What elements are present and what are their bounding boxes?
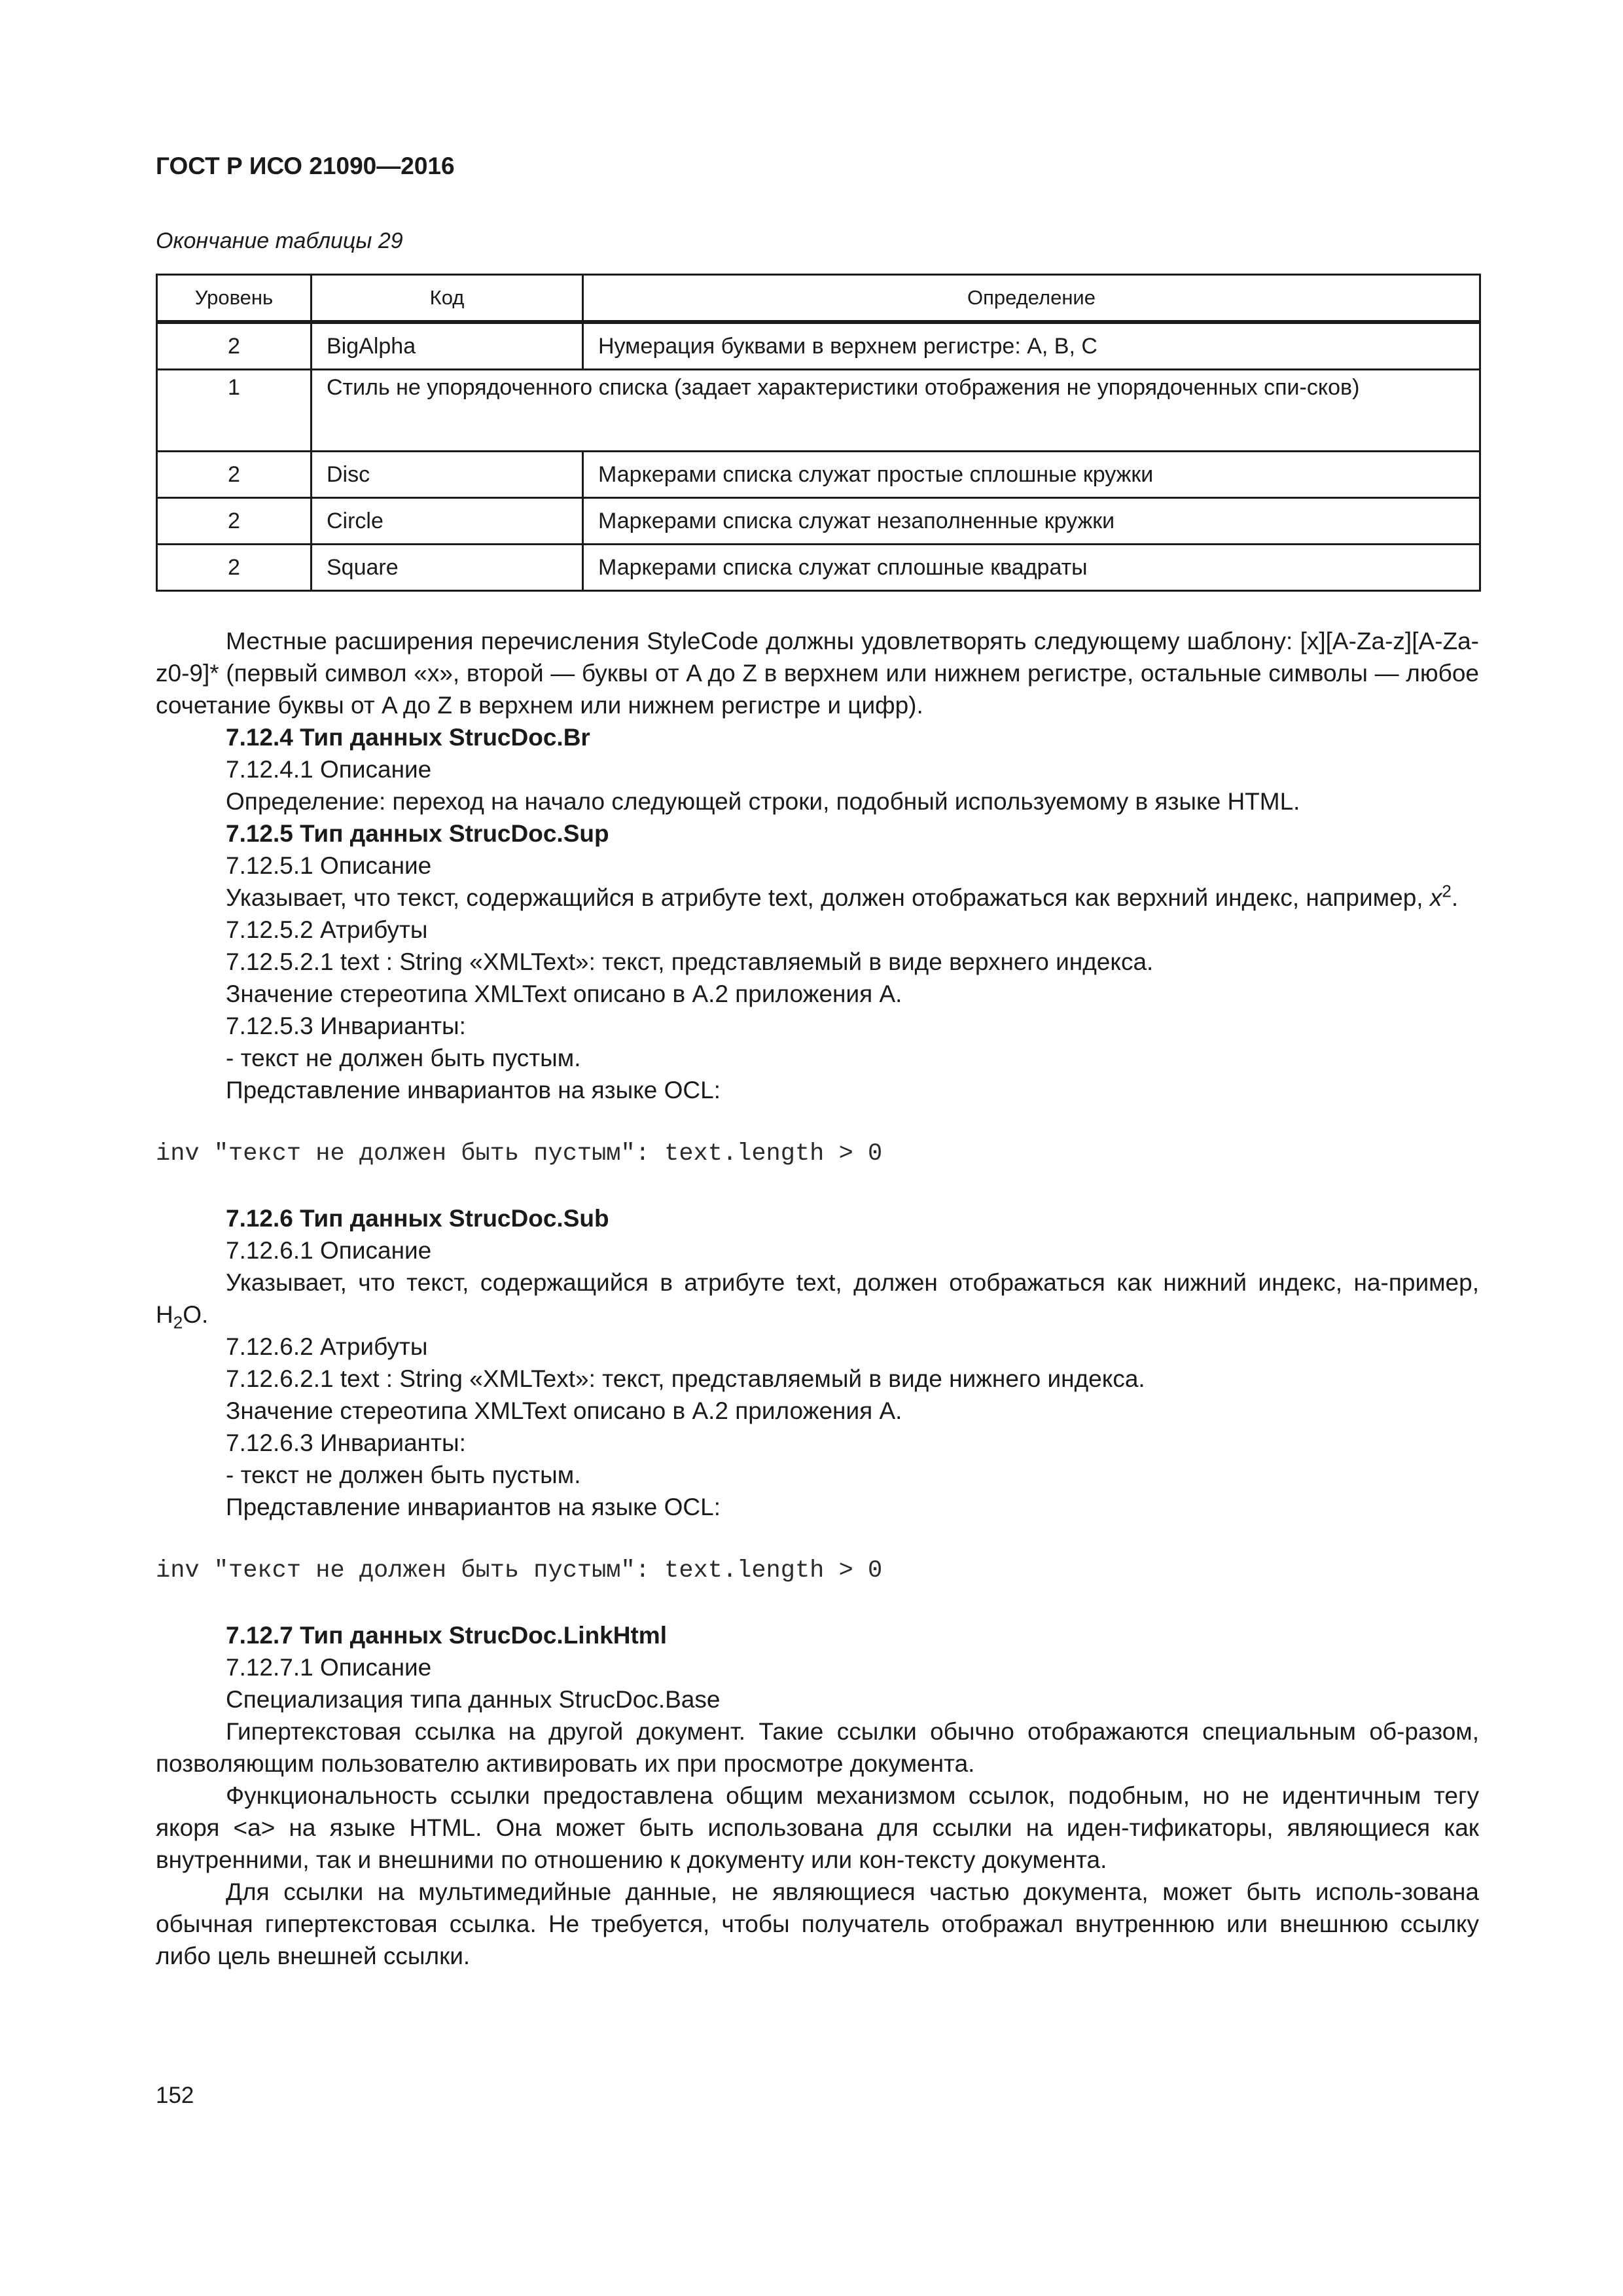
superscript: 2	[1442, 881, 1452, 901]
subsection-heading: 7.12.7.1 Описание	[226, 1654, 432, 1681]
sub-text: Указывает, что текст, содержащийся в атрибуте text, должен отображаться как нижний индекс, на-пример, H	[156, 1269, 1479, 1328]
section-heading-7-12-7: 7.12.7 Тип данных StrucDoc.LinkHtml	[226, 1622, 667, 1649]
section-heading-7-12-6: 7.12.6 Тип данных StrucDoc.Sub	[226, 1205, 609, 1232]
style-code-table	[156, 274, 1481, 592]
sub-text-end: O.	[183, 1301, 209, 1328]
paragraph-specialization: Специализация типа данных StrucDoc.Base	[226, 1686, 721, 1713]
paragraph-ocl-intro: Представление инвариантов на языке OCL:	[226, 1077, 721, 1103]
subsection-heading: 7.12.6.1 Описание	[226, 1237, 432, 1264]
attribute-definition: 7.12.6.2.1 text : String «XMLText»: текст, представляемый в виде нижнего индекса.	[226, 1365, 1145, 1392]
section-heading-7-12-5: 7.12.5 Тип данных StrucDoc.Sup	[226, 820, 609, 847]
table-row	[157, 545, 1480, 591]
table-row	[157, 452, 1480, 498]
attribute-definition: 7.12.5.2.1 text : String «XMLText»: текст, представляемый в виде верхнего индекса.	[226, 948, 1154, 975]
subsection-heading: 7.12.6.2 Атрибуты	[226, 1333, 428, 1360]
cell-merged-definition: Стиль не упорядоченного списка (задает характеристики отображения не упорядоченных спи-сков)	[312, 370, 1480, 452]
sup-text: Указывает, что текст, содержащийся в атрибуте text, должен отображаться как верхний индекс, например,	[226, 884, 1430, 911]
cell-level: 1	[157, 370, 312, 452]
table-caption: Окончание таблицы 29	[156, 228, 403, 253]
cell-definition: Нумерация буквами в верхнем регистре: A, B, C	[583, 322, 1480, 370]
ocl-code-line: inv "текст не должен быть пустым": text.length > 0	[156, 1140, 883, 1168]
paragraph-local-extensions: Местные расширения перечисления StyleCode должны удовлетворять следующему шаблону: [x][A-Za-z][A-Za-z0-9]* (первый символ «х», второй — буквы от A до Z в верхнем или нижнем регистре, остальные символы — любое сочетание буквы от A до Z в верхнем или нижнем регистре и цифр).	[156, 628, 1479, 719]
cell-level: 2	[157, 545, 312, 591]
document-body	[156, 625, 1479, 1972]
document-header: ГОСТ Р ИСО 21090—2016	[156, 152, 455, 179]
invariant-item: - текст не должен быть пустым.	[226, 1462, 581, 1488]
cell-level: 2	[157, 452, 312, 498]
paragraph-stereotype: Значение стереотипа XMLText описано в А.2 приложения А.	[226, 1397, 902, 1424]
subsection-heading: 7.12.5.3 Инварианты:	[226, 1013, 466, 1039]
table-row	[157, 498, 1480, 545]
sup-variable: x	[1429, 884, 1442, 911]
cell-definition: Маркерами списка служат сплошные квадраты	[583, 545, 1480, 591]
cell-code: Square	[312, 545, 583, 591]
cell-level: 2	[157, 322, 312, 370]
paragraph-sub-description	[156, 1266, 1479, 1331]
page-number: 152	[156, 2083, 194, 2108]
table-row	[157, 370, 1480, 452]
ocl-code-line: inv "текст не должен быть пустым": text.length > 0	[156, 1557, 883, 1585]
cell-code: Circle	[312, 498, 583, 545]
column-header-definition: Определение	[583, 275, 1480, 323]
cell-definition: Маркерами списка служат простые сплошные кружки	[583, 452, 1480, 498]
paragraph-stereotype: Значение стереотипа XMLText описано в А.2 приложения А.	[226, 980, 902, 1007]
invariant-item: - текст не должен быть пустым.	[226, 1045, 581, 1071]
paragraph-ocl-intro: Представление инвариантов на языке OCL:	[226, 1494, 721, 1520]
column-header-code: Код	[312, 275, 583, 323]
subsection-heading: 7.12.4.1 Описание	[226, 756, 432, 783]
paragraph-link-1: Гипертекстовая ссылка на другой документ. Такие ссылки обычно отображаются специальным об-разом, позволяющим пользователю активировать их при просмотре документа.	[156, 1718, 1479, 1777]
cell-definition: Маркерами списка служат незаполненные кружки	[583, 498, 1480, 545]
paragraph-link-3: Для ссылки на мультимедийные данные, не являющиеся частью документа, может быть исполь-зована обычная гипертекстовая ссылка. Не требуется, чтобы получатель отображал внутреннюю или внешнюю ссылку либо цель внешней ссылки.	[156, 1878, 1479, 1969]
subsection-heading: 7.12.5.2 Атрибуты	[226, 916, 428, 943]
section-heading-7-12-4: 7.12.4 Тип данных StrucDoc.Br	[226, 724, 590, 751]
subsection-heading: 7.12.6.3 Инварианты:	[226, 1429, 466, 1456]
column-header-level: Уровень	[157, 275, 312, 323]
table-header-row	[157, 275, 1480, 323]
sup-text-end: .	[1451, 884, 1459, 911]
cell-code: Disc	[312, 452, 583, 498]
cell-level: 2	[157, 498, 312, 545]
paragraph-link-2: Функциональность ссылки предоставлена общим механизмом ссылок, подобным, но не идентичным тегу якоря <a> на языке HTML. Она может быть использована для ссылки на иден-тификаторы, являющиеся как внутренними, так и внешними по отношению к документу или кон-тексту документа.	[156, 1782, 1479, 1873]
paragraph-sup-description	[156, 882, 1479, 914]
subsection-heading: 7.12.5.1 Описание	[226, 852, 432, 879]
paragraph-br-definition: Определение: переход на начало следующей строки, подобный используемому в языке HTML.	[226, 788, 1300, 815]
table-row	[157, 322, 1480, 370]
cell-code: BigAlpha	[312, 322, 583, 370]
subscript: 2	[173, 1312, 183, 1333]
